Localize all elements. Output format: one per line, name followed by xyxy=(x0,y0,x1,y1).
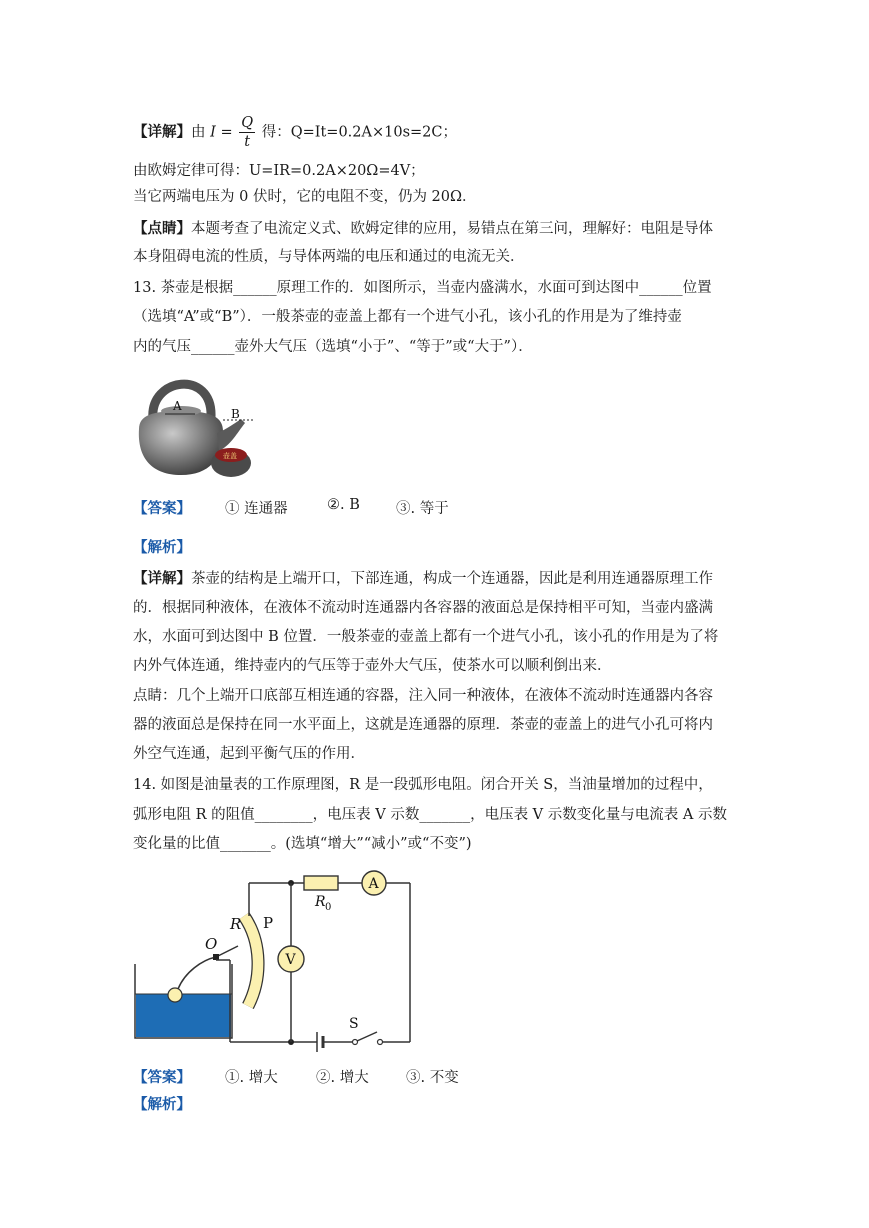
q14-analysis-tag: 【解析】 xyxy=(133,1096,191,1113)
formula-eq: = xyxy=(220,124,233,141)
switch-contact-left xyxy=(353,1040,358,1045)
float-ball xyxy=(168,988,182,1002)
oil-gauge-circuit xyxy=(130,864,430,1060)
pivot-o xyxy=(213,954,219,960)
q13-note-line-2: 器的液面总是保持在同一水平面上，这就是连通器的原理．茶壶的壶盖上的进气小孔可将内 xyxy=(133,717,713,733)
formula-denominator: t xyxy=(244,134,251,150)
teapot-body xyxy=(139,411,223,475)
tip-line-2: 本身阻碍电流的性质，与导体两端的电压和通过的电流无关． xyxy=(133,249,525,265)
q13-detail-line-4: 内外气体连通，维持壶内的气压等于壶外大气压，使茶水可以顺利倒出来． xyxy=(133,658,612,674)
q13-analysis-tag: 【解析】 xyxy=(133,539,191,556)
lever-arm xyxy=(178,957,216,989)
q13-answer-1: ① 连通器 xyxy=(225,501,288,517)
tip-text-1: 本题考查了电流定义式、欧姆定律的应用，易错点在第三问，理解好：电阻是导体 xyxy=(191,221,713,237)
q14-answer-1: ①. 增大 xyxy=(225,1070,278,1086)
q14-stem-line-1: 14. 如图是油量表的工作原理图，R 是一段弧形电阻。闭合开关 S，当油量增加的过程中， xyxy=(133,777,713,793)
oil-liquid xyxy=(136,994,231,1037)
detail-post: 得：Q=It=0.2A×10s=2C； xyxy=(261,124,458,141)
formula-numerator: Q xyxy=(241,115,254,131)
q13-detail-text-1: 茶壶的结构是上端开口，下部连通，构成一个连通器，因此是利用连通器原理工作 xyxy=(191,571,713,587)
label-r0-sub: 0 xyxy=(325,902,332,913)
tip-tag: 【点睛】 xyxy=(133,220,191,237)
ohm-line: 由欧姆定律可得：U=IR=0.2A×20Ω=4V； xyxy=(133,163,425,179)
switch-label: S xyxy=(349,1016,359,1032)
zero-voltage-line: 当它两端电压为 0 伏时，它的电阻不变，仍为 20Ω． xyxy=(133,189,477,205)
teacup-text: 壶盖 xyxy=(223,452,237,460)
q13-note-line-3: 外空气连通，起到平衡气压的作用． xyxy=(133,746,365,762)
q14-answer-tag: 【答案】 xyxy=(133,1069,191,1086)
label-r: R xyxy=(230,915,242,933)
label-p: P xyxy=(263,914,274,932)
q14-stem-line-3: 变化量的比值_______。(选填“增大”“减小”或“不变”) xyxy=(133,836,472,852)
q14-answer-3: ③. 不变 xyxy=(406,1070,459,1086)
q13-detail-tag: 【详解】 xyxy=(133,570,191,587)
q13-answer-3: ③. 等于 xyxy=(396,501,449,517)
q13-stem-line-3: 内的气压______壶外大气压（选填“小于”、“等于”或“大于”）． xyxy=(133,339,533,355)
q13-answer-tag: 【答案】 xyxy=(133,500,191,517)
switch-blade xyxy=(357,1032,377,1041)
label-r0: R xyxy=(315,894,326,910)
q13-detail-line-3: 水，水面可到达图中 B 位置．一般茶壶的壶盖上都有一个进气小孔，该小孔的作用是为了将 xyxy=(133,629,719,645)
tip-line-1 xyxy=(133,219,713,239)
q13-detail-line-1 xyxy=(133,569,713,589)
q13-answer-2: ②. B xyxy=(327,497,360,513)
q14-stem-line-2: 弧形电阻 R 的阻值________，电压表 V 示数_______，电压表 V 示数变化量与电流表 A 示数 xyxy=(133,807,727,823)
resistor-r0 xyxy=(304,876,338,890)
ammeter-label: A xyxy=(368,876,379,892)
q13-detail-line-2: 的．根据同种液体，在液体不流动时连通器内各容器的液面总是保持相平可知，当壶内盛满 xyxy=(133,600,713,616)
switch-contact-right xyxy=(378,1040,383,1045)
teapot-figure xyxy=(131,367,257,480)
detail-tag: 【详解】 xyxy=(133,123,191,141)
lever-pointer xyxy=(216,946,238,957)
q14-answer-2: ②. 增大 xyxy=(316,1070,369,1086)
arc-resistor xyxy=(244,916,258,1006)
label-b: B xyxy=(231,407,240,421)
formula-lhs: I xyxy=(210,124,216,141)
formula-fraction xyxy=(239,114,255,151)
p12-detail-line xyxy=(133,114,457,151)
q13-stem-line-1: 13. 茶壶是根据______原理工作的．如图所示，当壶内盛满水，水面可到达图中______位置 xyxy=(133,280,712,296)
q13-stem-line-2: （选填“A”或“B”）．一般茶壶的壶盖上都有一个进气小孔，该小孔的作用是为了维持壶 xyxy=(133,309,682,325)
label-o: O xyxy=(205,935,218,953)
label-a: A xyxy=(173,399,182,413)
voltmeter-label: V xyxy=(285,952,296,968)
q13-note-line-1: 点睛：几个上端开口底部互相连通的容器，注入同一种液体，在液体不流动时连通器内各容 xyxy=(133,688,713,704)
detail-pre: 由 xyxy=(191,124,206,141)
